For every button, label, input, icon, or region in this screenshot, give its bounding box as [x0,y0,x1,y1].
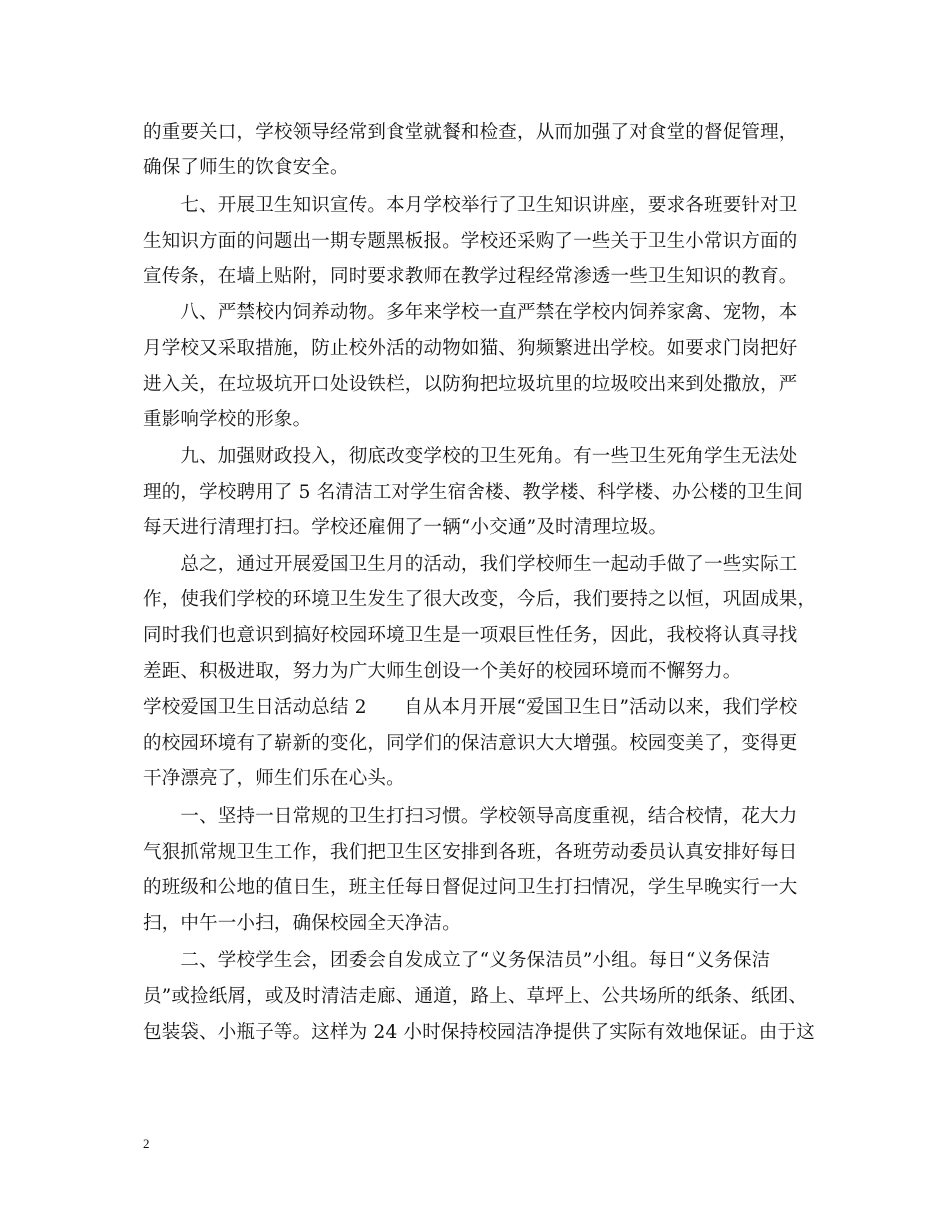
text-line: 重影响学校的形象。 [143,409,312,430]
text-line: 宣传条，在墙上贴附，同时要求教师在教学过程经常渗透一些卫生知识的教育。 [143,266,798,287]
text-line: 员”或捡纸屑，或及时清洁走廊、通道，路上、草坪上、公共场所的纸条、纸团、 [143,986,808,1007]
text-line: 二、学校学生会，团委会自发成立了“义务保洁员”小组。每日“义务保洁 [143,950,771,971]
text-line: 总之，通过开展爱国卫生月的活动，我们学校师生一起动手做了一些实际工 [143,554,798,575]
text-line: 作，使我们学校的环境卫生发生了很大改变，今后，我们要持之以恒，巩固成果， [143,589,817,610]
text-line: 每天进行清理打扫。学校还雇佣了一辆“小交通”及时清理垃圾。 [143,517,668,538]
text-line: 干净漂亮了，师生们乐在心头。 [143,768,405,789]
text-line: 的校园环境有了崭新的变化，同学们的保洁意识大大增强。校园变美了，变得更 [143,733,798,754]
text-line: 包装袋、小瓶子等。这样为 24 小时保持校园洁净提供了实际有效地保证。由于这 [143,1022,815,1043]
text-line: 一、坚持一日常规的卫生打扫习惯。学校领导高度重视，结合校情，花大力 [143,806,798,827]
text-line: 同时我们也意识到搞好校园环境卫生是一项艰巨性任务，因此，我校将认真寻找 [143,625,798,646]
text-line: 理的，学校聘用了 5 名清洁工对学生宿舍楼、教学楼、科学楼、办公楼的卫生间 [143,482,803,503]
text-line: 八、严禁校内饲养动物。多年来学校一直严禁在学校内饲养家禽、宠物，本 [143,302,798,323]
text-line: 差距、积极进取，努力为广大师生创设一个美好的校园环境而不懈努力。 [143,661,742,682]
text-line: 七、开展卫生知识宣传。本月学校举行了卫生知识讲座，要求各班要针对卫 [143,195,798,216]
text-line: 生知识方面的问题出一期专题黑板报。学校还采购了一些关于卫生小常识方面的 [143,231,798,252]
page-number: 2 [143,1136,150,1151]
text-line: 月学校又采取措施，防止校外活的动物如猫、狗频繁进出学校。如要求门岗把好 [143,338,798,359]
text-line: 气狠抓常规卫生工作，我们把卫生区安排到各班，各班劳动委员认真安排好每日 [143,842,798,863]
document-subtitle-line: 学校爱国卫生日活动总结 2 自从本月开展“爱国卫生日”活动以来，我们学校 [143,697,798,718]
text-line: 扫，中午一小扫，确保校园全天净洁。 [143,913,461,934]
text-line: 的班级和公地的值日生，班主任每日督促过问卫生打扫情况，学生早晚实行一大 [143,877,798,898]
text-line: 确保了师生的饮食安全。 [143,157,349,178]
text-line: 进入关，在垃圾坑开口处设铁栏，以防狗把垃圾坑里的垃圾咬出来到处撒放，严 [143,374,798,395]
text-line: 的重要关口，学校领导经常到食堂就餐和检查，从而加强了对食堂的督促管理， [143,122,798,143]
text-line: 九、加强财政投入，彻底改变学校的卫生死角。有一些卫生死角学生无法处 [143,446,798,467]
